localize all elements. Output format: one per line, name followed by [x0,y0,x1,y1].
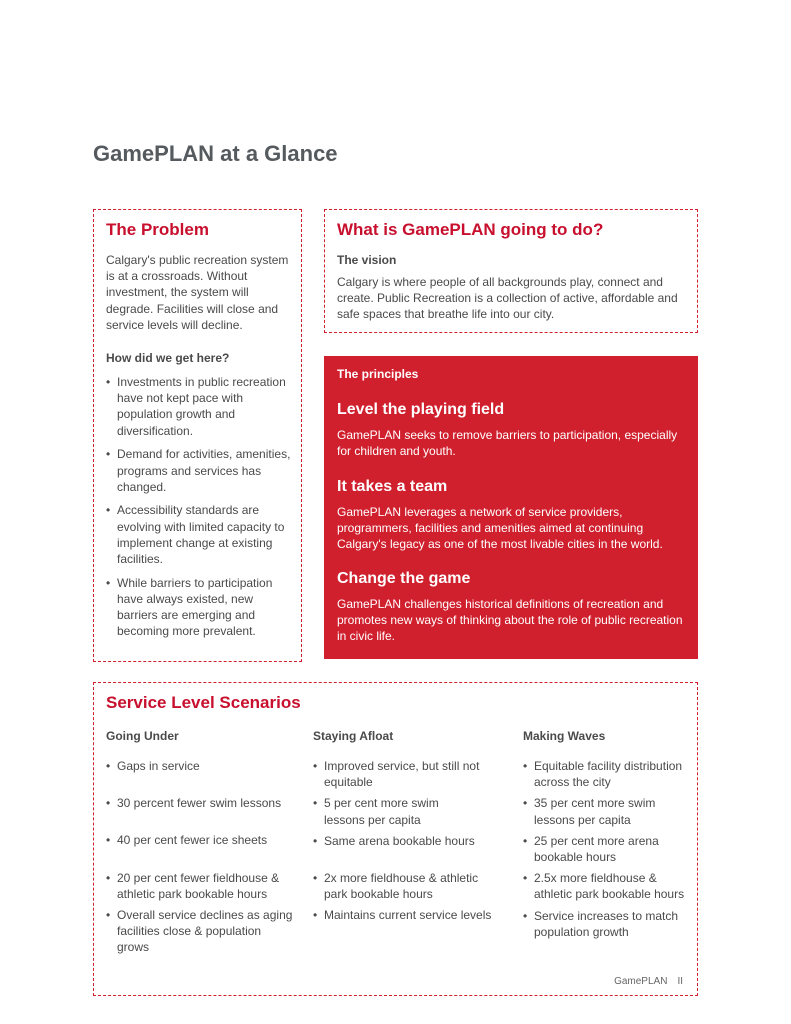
list-item: • 40 per cent fewer ice sheets [106,832,296,848]
principle-title: Level the playing field [337,401,505,418]
scenario-column-staying-afloat [313,729,503,930]
scenarios-box [93,682,698,996]
page-footer [614,976,683,987]
scenario-bullet-list [523,758,693,940]
scenario-bullet-list [313,758,503,924]
problem-heading: The Problem [106,220,209,239]
principle-title: Change the game [337,570,471,587]
scenario-column-title: Staying Afloat [313,729,394,743]
list-item: • Accessibility standards are evolving with limited capacity to implement change at existing facilities. [106,502,296,567]
list-item: • Same arena bookable hours [313,833,503,849]
list-item: • 5 per cent more swim lessons per capita [313,795,464,827]
principle-title: It takes a team [337,478,448,495]
scenario-column-going-under [106,729,296,962]
scenario-column-title: Going Under [106,729,179,743]
what-box [324,209,698,333]
list-item: • 2.5x more fieldhouse & athletic park bookable hours [523,870,693,902]
list-item: • While barriers to participation have always existed, new barriers are emerging and becoming more prevalent. [106,575,296,640]
list-item: • 2x more fieldhouse & athletic park bookable hours [313,870,503,902]
list-item: • Gaps in service [106,758,296,774]
what-heading: What is GamePLAN going to do? [337,220,604,239]
list-item: • 30 percent fewer swim lessons [106,795,296,811]
list-item: • Investments in public recreation have not kept pace with population growth and diversification. [106,374,296,439]
list-item: • Overall service declines as aging facilities close & population grows [106,907,296,956]
footer-brand: GamePLAN [614,976,668,987]
list-item: • Demand for activities, amenities, programs and services has changed. [106,446,296,495]
list-item: • 20 per cent fewer fieldhouse & athletic park bookable hours [106,870,296,902]
list-item: • Service increases to match population growth [523,908,693,940]
problem-text: Calgary's public recreation system is at a crossroads. Without investment, the system will degrade. Facilities will close and service levels will decline. [106,253,289,332]
vision-text: Calgary is where people of all backgrounds play, connect and create. Public Recreation is a collection of active, affordable and safe spaces that breathe life into our city. [337,275,678,322]
page-title: GamePLAN at a Glance [93,141,338,166]
scenarios-heading: Service Level Scenarios [106,693,301,712]
list-item: • Improved service, but still not equitable [313,758,503,790]
principle-text: GamePLAN leverages a network of service providers, programmers, facilities and amenities aimed at continuing Calgary's legacy as one of the most livable cities in the world. [337,505,663,552]
scenario-bullet-list [106,758,296,956]
principle-text: GamePLAN challenges historical definitions of recreation and promotes new ways of thinking about the role of public recreation in civic life. [337,597,683,644]
page-number: II [677,976,683,987]
problem-subheading: How did we get here? [106,351,230,365]
principles-box [324,356,698,659]
scenario-column-making-waves [523,729,693,946]
list-item: • 35 per cent more swim lessons per capita [523,795,674,827]
problem-bullet-list [106,374,296,647]
principle-text: GamePLAN seeks to remove barriers to participation, especially for children and youth. [337,428,678,459]
vision-label: The vision [337,253,397,267]
list-item: • Maintains current service levels [313,907,503,923]
scenario-column-title: Making Waves [523,729,606,743]
problem-box [93,209,302,662]
list-item: • 25 per cent more arena bookable hours [523,833,674,865]
list-item: • Equitable facility distribution across the city [523,758,684,790]
principles-label: The principles [337,367,419,381]
